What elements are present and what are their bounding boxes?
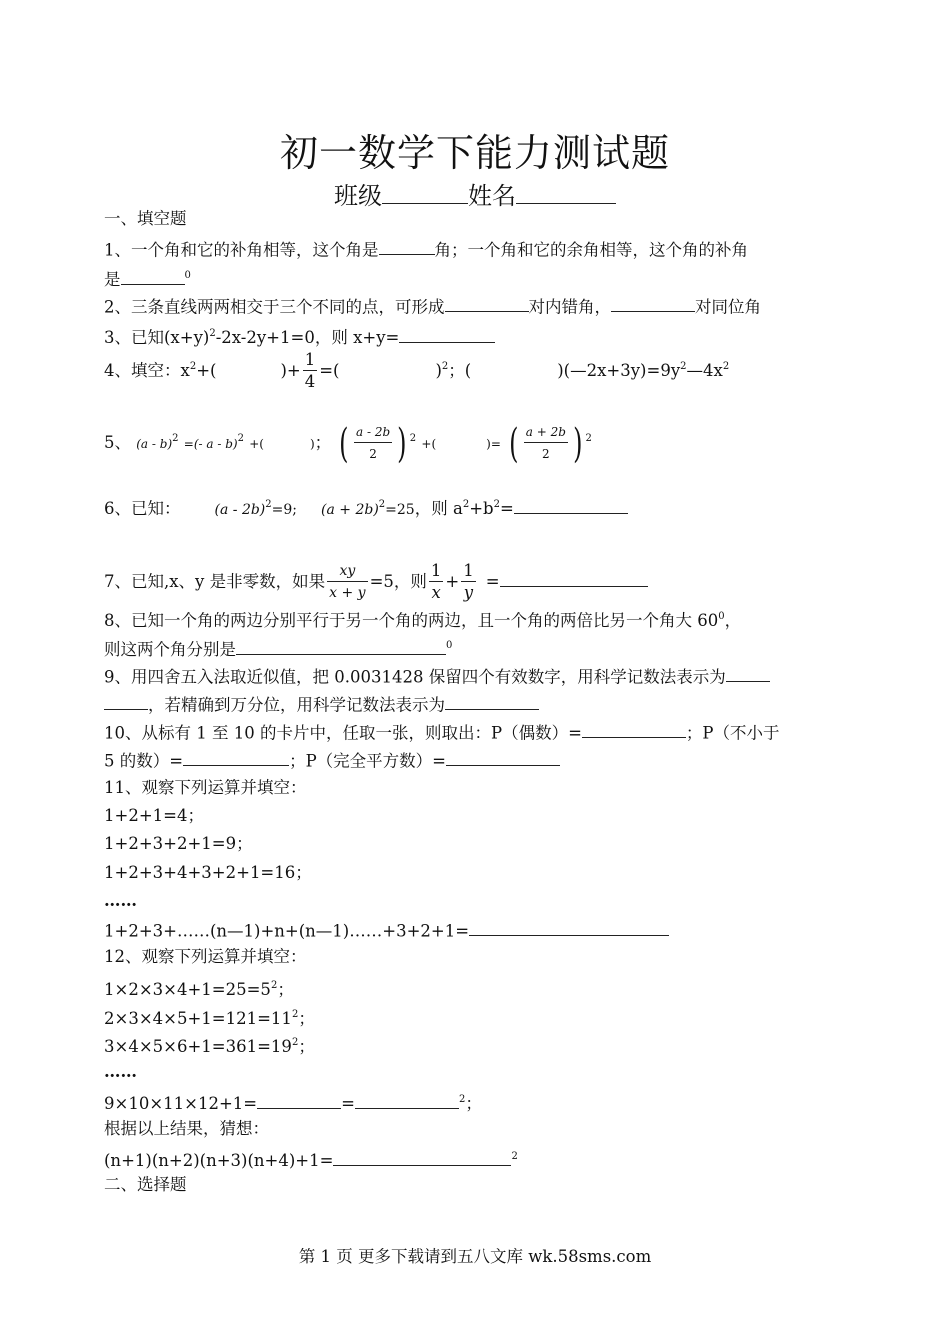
q9-blank-2[interactable] (445, 692, 539, 710)
question-1-line-1: 1、一个角和它的补角相等，这个角是 角；一个角和它的余角相等，这个角的补角 (104, 237, 748, 261)
section-heading-fill: 一、填空题 (104, 209, 187, 228)
q12-line-3: $3\times 4\times 5\times 6+1=361=19^2$； (104, 1037, 315, 1056)
q1-blank-1[interactable] (379, 237, 435, 255)
q10-blank-1[interactable] (582, 720, 686, 738)
q12-line-1: $1\times 2\times 3\times 4+1=25=5^2$； (104, 980, 294, 999)
q11-ellipsis: …… (104, 891, 137, 910)
question-4: 4、填空：$x^2+$( )+ $\frac{1}{4}$ =( )$^2$；( )$(—2x+3y)=9y^2—4x^2$ (104, 350, 730, 391)
q11-line-3: 1+2+3+4+3+2+1=16； (104, 863, 312, 882)
fraction-a-minus-2b-over-2: $\frac{a - 2b}{2}$ (354, 422, 392, 465)
question-12-heading: 12、观察下列运算并填空： (104, 947, 307, 966)
student-info-line (0, 176, 950, 211)
q11-blank[interactable] (469, 918, 669, 936)
question-8-line-1: 8、已知一个角的两边分别平行于另一个角的两边，且一个角的两倍比另一个角大 $60^0$， (104, 611, 742, 630)
q9-blank-1b[interactable] (104, 692, 148, 710)
question-10-line-1: 10、从标有 1 至 10 的卡片中，任取一张，则取出：P（偶数）= ；P（不小于 (104, 720, 780, 744)
page-footer: 第 1 页 更多下载请到五八文库 wk.58sms.com (298, 1247, 652, 1266)
q9-blank-1a[interactable] (726, 664, 770, 682)
page-title: 初一数学下能力测试题 (279, 131, 670, 175)
q12-line-6: 根据以上结果，猜想： (104, 1119, 269, 1138)
class-blank[interactable] (382, 178, 468, 204)
q8-blank[interactable] (236, 637, 446, 655)
question-11-heading: 11、观察下列运算并填空： (104, 778, 307, 797)
q11-line-5: 1+2+3+……(n—1)+n+(n—1)……+3+2+1= (104, 918, 669, 942)
question-2: 2、三条直线两两相交于三个不同的点，可形成 对内错角， 对同位角 (104, 294, 761, 318)
fraction-xy-over-x-plus-y: $\frac{xy}{x + y}$ (329, 563, 366, 601)
q10-blank-2[interactable] (183, 748, 289, 766)
q12-line-7: (n+1)(n+2)(n+3)(n+4)+1= $^2$ (104, 1146, 518, 1172)
name-blank[interactable] (516, 178, 616, 204)
question-6: 6、已知： (a - 2b)$^2$=9; $(a + 2b)^2=25$，则 $a^2+b^2=$ (104, 494, 628, 521)
q11-line-2: 1+2+3+2+1=9； (104, 834, 253, 853)
section-heading-choice: 二、选择题 (104, 1175, 187, 1194)
q2-blank-2[interactable] (611, 294, 695, 312)
q2-blank-1[interactable] (445, 294, 529, 312)
q12-blank-1[interactable] (257, 1091, 341, 1109)
fraction-1-over-y: $\frac{1}{y}$ (463, 561, 474, 602)
q12-line-2: $2\times 3\times 4\times 5+1=121=11^2$； (104, 1009, 315, 1028)
question-8-line-2: 则这两个角分别是 $^0$ (104, 635, 452, 661)
fraction-1-over-x: $\frac{1}{x}$ (430, 561, 442, 602)
class-label: 班级 (334, 182, 382, 210)
question-9-line-1: 9、用四舍五入法取近似值，把 0.0031428 保留四个有效数字，用科学记数法表示为 (104, 664, 770, 688)
q3-blank[interactable] (399, 325, 495, 343)
question-7: 7、已知,x、y 是非零数，如果 $\frac{xy}{x + y}$ =5，则 $\frac{1}{x}$ + $\frac{1}{y}$ = (104, 561, 648, 604)
q12-line-5: 9×10×11×12+1= = $^2$； (104, 1089, 482, 1115)
question-10-line-2: 5 的数）= ；P（完全平方数）= (104, 748, 560, 772)
question-1-line-2: 是 $^0$ (104, 265, 191, 291)
question-3: 3、已知$(x+y)^2-2x-2y+1=0$，则 x+y= (104, 323, 495, 349)
q11-line-1: 1+2+1=4； (104, 806, 204, 825)
q12-ellipsis: …… (104, 1062, 137, 1081)
q12-blank-2[interactable] (355, 1091, 459, 1109)
question-9-line-2: ，若精确到万分位，用科学记数法表示为 (104, 692, 539, 716)
q7-blank[interactable] (500, 569, 648, 587)
question-5: 5、 (a - b)$^2$ =(- a - b)$^2$ +( )； ( $\frac{a - 2b}{2}$ ) $^2$ +( )= ( $\frac{a + 2b}{2}$ ) $^2$ (104, 420, 592, 467)
name-label: 姓名 (468, 182, 516, 210)
fraction-a-plus-2b-over-2: $\frac{a + 2b}{2}$ (524, 422, 568, 465)
fraction-one-quarter: $\frac{1}{4}$ (304, 350, 316, 391)
q1-blank-2[interactable] (121, 267, 185, 285)
q6-blank[interactable] (514, 496, 628, 514)
q10-blank-3[interactable] (446, 748, 560, 766)
q12-blank-3[interactable] (333, 1148, 511, 1166)
